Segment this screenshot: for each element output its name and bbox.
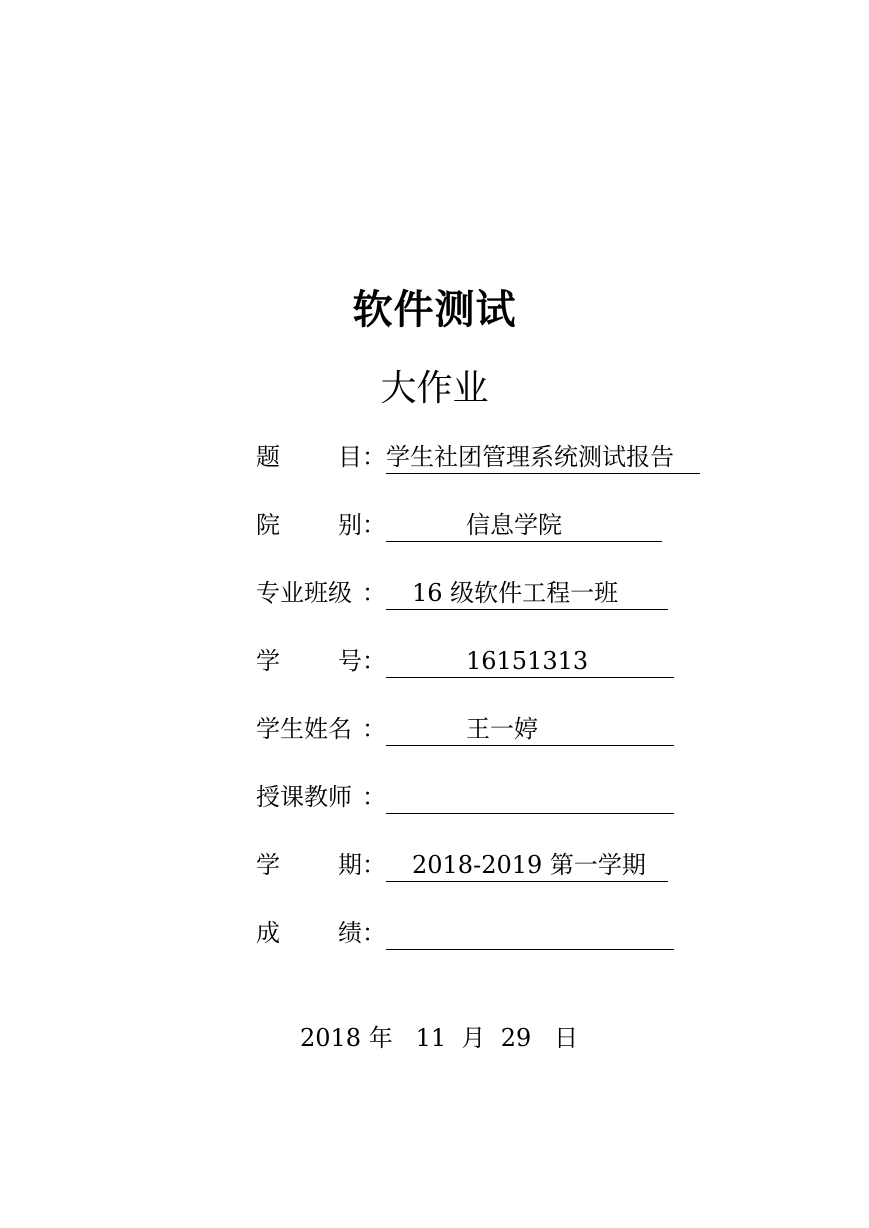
document-date xyxy=(300,1018,578,1058)
date-day: 29 xyxy=(500,1024,532,1052)
field-student-name-value: 王一婷 xyxy=(386,709,674,746)
field-grade-label: 成 绩： xyxy=(256,919,386,947)
field-topic-value: 学生社团管理系统测试报告 xyxy=(386,437,700,474)
field-teacher-value xyxy=(386,777,674,814)
field-class-label: 专业班级 ： xyxy=(256,579,386,607)
date-year: 2018 xyxy=(300,1024,362,1052)
field-semester-value: 2018-2019 第一学期 xyxy=(386,845,668,882)
field-grade-value xyxy=(386,913,674,950)
field-student-name-label: 学生姓名 ： xyxy=(256,715,386,743)
date-day-unit: 日 xyxy=(554,1024,579,1052)
date-year-unit: 年 xyxy=(368,1024,393,1052)
field-department-value: 信息学院 xyxy=(386,505,662,542)
date-month: 11 xyxy=(415,1024,447,1052)
date-month-unit: 月 xyxy=(461,1024,486,1052)
field-student-id-value: 16151313 xyxy=(386,641,674,678)
field-department-label: 院 别： xyxy=(256,511,386,539)
document-title: 软件测试 xyxy=(352,287,517,333)
document-subtitle: 大作业 xyxy=(380,368,489,409)
field-student-id-label: 学 号： xyxy=(256,647,386,675)
field-teacher-label: 授课教师 ： xyxy=(256,783,386,811)
field-class-value: 16 级软件工程一班 xyxy=(386,573,668,610)
field-topic-label: 题 目： xyxy=(256,443,386,471)
field-semester-label: 学 期： xyxy=(256,851,386,879)
